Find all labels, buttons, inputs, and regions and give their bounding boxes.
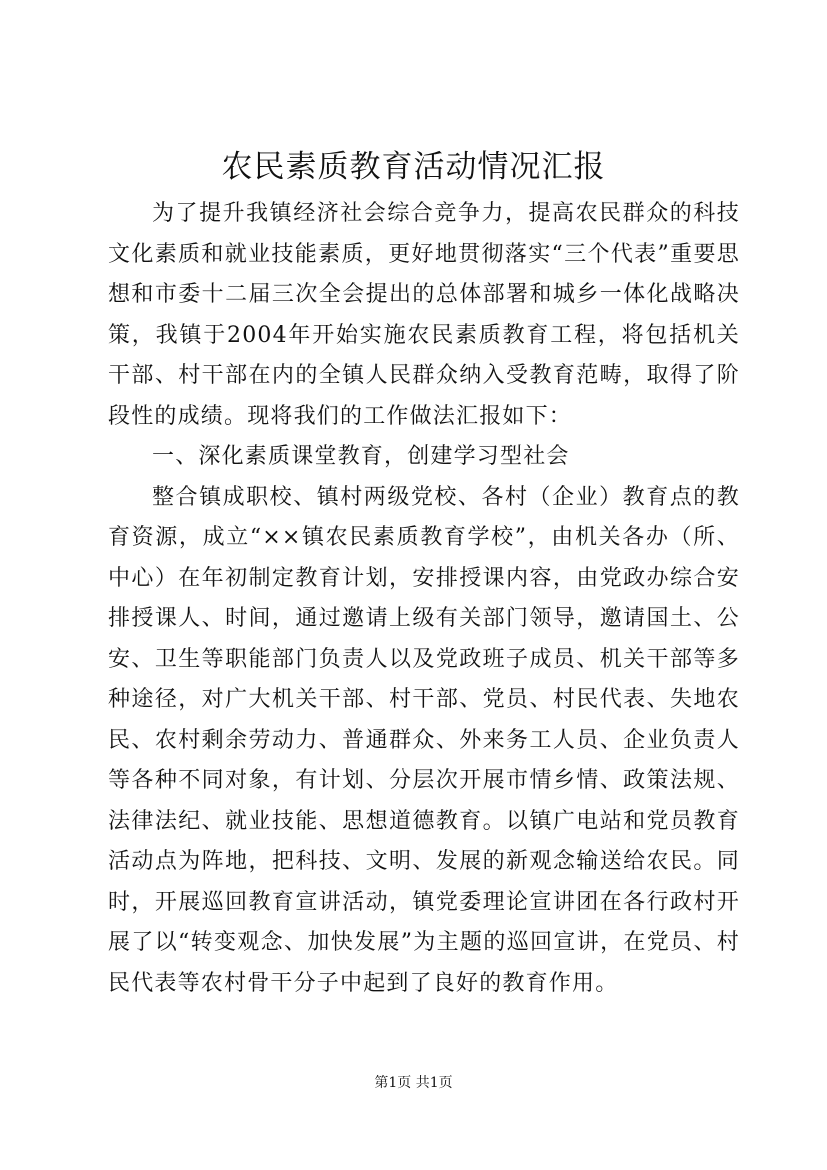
section-heading: 一、深化素质课堂教育，创建学习型社会 [152, 444, 570, 469]
document-title: 农民素质教育活动情况汇报 [221, 149, 606, 185]
page-footer: 第1页 共1页 [374, 1075, 453, 1091]
paragraph-intro: 为了提升我镇经济社会综合竞争力，提高农民群众的科技文化素质和就业技能素质，更好地贯彻落实“三个代表”重要思想和市委十二届三次全会提出的总体部署和城乡一体化战略决策，我镇于2004年开始实施农民素质教育工程，将包括机关干部、村干部在内的全镇人民群众纳入受教育范畴，取得了阶段性的成绩。现将我们的工作做法汇报如下： [108, 201, 740, 429]
document-body [108, 194, 740, 1004]
paragraph-section-body: 整合镇成职校、镇村两级党校、各村（企业）教育点的教育资源，成立“××镇农民素质教育学校”，由机关各办（所、中心）在年初制定教育计划，安排授课内容，由党政办综合安排授课人、时间，通过邀请上级有关部门领导，邀请国土、公安、卫生等职能部门负责人以及党政班子成员、机关干部等多种途径，对广大机关干部、村干部、党员、村民代表、失地农民、农村剩余劳动力、普通群众、外来务工人员、企业负责人等各种不同对象，有计划、分层次开展市情乡情、政策法规、法律法纪、就业技能、思想道德教育。以镇广电站和党员教育活动点为阵地，把科技、文明、发展的新观念输送给农民。同时，开展巡回教育宣讲活动，镇党委理论宣讲团在各行政村开展了以“转变观念、加快发展”为主题的巡回宣讲，在党员、村民代表等农村骨干分子中起到了良好的教育作用。 [108, 484, 740, 996]
